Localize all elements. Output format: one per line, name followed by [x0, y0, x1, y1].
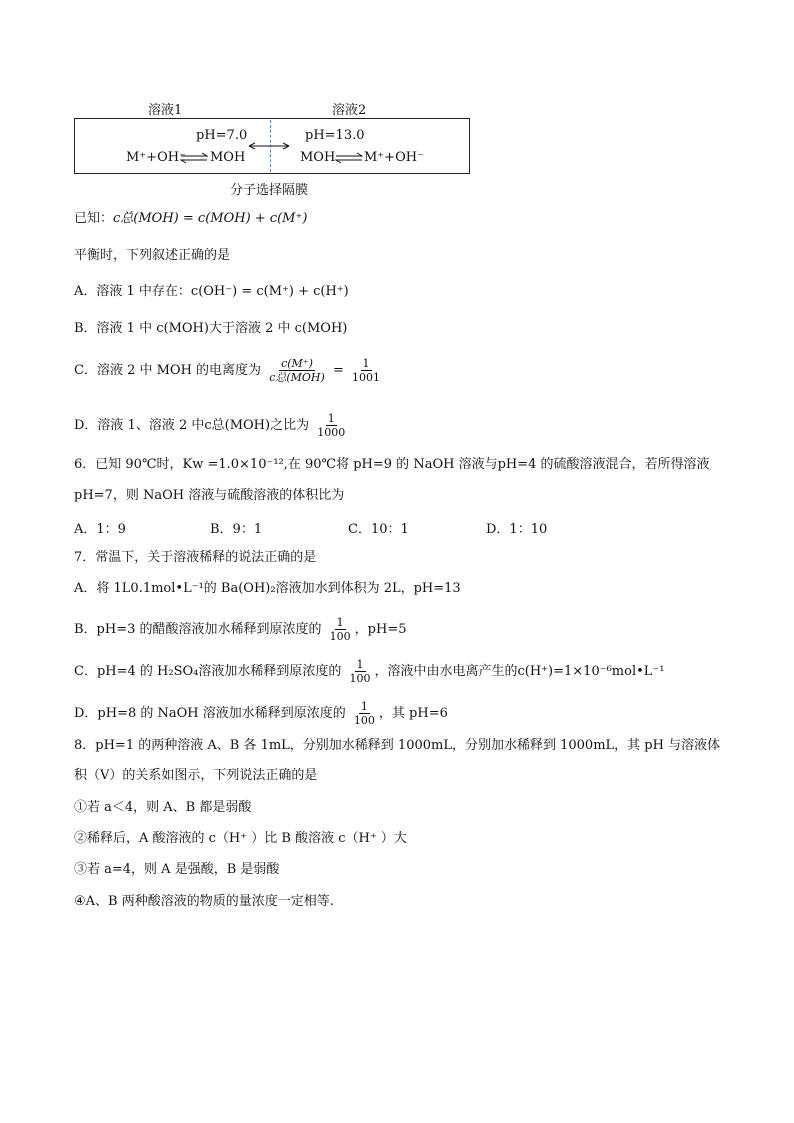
eq-right-products: M⁺+OH⁻: [364, 150, 424, 165]
q5-given: 已知：c总(MOH) = c(MOH) + c(M⁺): [74, 211, 308, 226]
q5-option-d: D．溶液 1、溶液 2 中c总(MOH)之比为 $\frac{1}{1000}$: [74, 412, 346, 439]
equilibrium-arrow-icon: [180, 152, 208, 164]
q8-statement-2: ②稀释后，A 酸溶液的 c（H⁺ ）比 B 酸溶液 c（H⁺ ）大: [74, 831, 407, 846]
q7-stem: 7．常温下，关于溶液稀释的说法正确的是: [74, 550, 317, 565]
q5-option-b: B．溶液 1 中 c(MOH)大于溶液 2 中 c(MOH): [74, 321, 348, 336]
eq-left-product: MOH: [210, 150, 246, 165]
membrane-label: 分子选择隔膜: [230, 183, 309, 198]
solution1-label: 溶液1: [148, 103, 183, 118]
q6-option-b: B．9：1: [210, 522, 263, 537]
q5-option-c: C．溶液 2 中 MOH 的电离度为 $\frac{c(M^+)}{\text{c总(MOH)}}$ = $\frac{1}{1001}$: [74, 357, 381, 384]
equilibrium-arrow-icon: [335, 152, 363, 164]
q8-statement-1: ①若 a＜4，则 A、B 都是弱酸: [74, 800, 252, 815]
fraction: $\frac{1}{1000}$: [317, 412, 346, 439]
q5-option-a: A．溶液 1 中存在：c(OH⁻) = c(M⁺) + c(H⁺): [74, 284, 349, 299]
q5-stem: 平衡时，下列叙述正确的是: [74, 248, 231, 263]
ph-left: pH=7.0: [196, 128, 248, 143]
fraction: $\frac{1}{100}$: [329, 616, 351, 643]
q7-option-b: B．pH=3 的醋酸溶液加水稀释到原浓度的 $\frac{1}{100}$ ，pH=5: [74, 616, 407, 643]
ph-right: pH=13.0: [305, 128, 365, 143]
solution2-label: 溶液2: [332, 103, 367, 118]
fraction: $\frac{c(M^+)}{\text{c总(MOH)}}$: [269, 357, 325, 384]
q8-stem-1: 8．pH=1 的两种溶液 A、B 各 1mL，分别加水稀释到 1000mL，分别加水稀释到 1000mL，其 pH 与溶液体: [74, 738, 721, 753]
fraction: $\frac{1}{1001}$: [352, 357, 381, 384]
q7-option-c: C．pH=4 的 H₂SO₄溶液加水稀释到原浓度的 $\frac{1}{100}$ ，溶液中由水电离产生的c(H⁺)=1×10⁻⁶mol•L⁻¹: [74, 658, 665, 685]
q7-option-d: D．pH=8 的 NaOH 溶液加水稀释到原浓度的 $\frac{1}{100}$ ，其 pH=6: [74, 700, 448, 727]
eq-left-reactants: M⁺+OH⁻: [126, 150, 186, 165]
q7-option-a: A．将 1L0.1mol•L⁻¹的 Ba(OH)₂溶液加水到体积为 2L，pH=13: [74, 581, 461, 596]
q6-stem-2: pH=7，则 NaOH 溶液与硫酸溶液的体积比为: [74, 488, 345, 503]
q6-option-a: A．1：9: [74, 522, 126, 537]
q6-option-c: C．10：1: [348, 522, 409, 537]
eq-right-reactant: MOH: [300, 150, 336, 165]
fraction: $\frac{1}{100}$: [353, 700, 375, 727]
q8-statement-3: ③若 a=4，则 A 是强酸，B 是弱酸: [74, 862, 280, 877]
q8-stem-2: 积（V）的关系如图示，下列说法正确的是: [74, 768, 318, 783]
q8-statement-4: ④A、B 两种酸溶液的物质的量浓度一定相等.: [74, 894, 334, 909]
q6-option-d: D．1：10: [486, 522, 548, 537]
q6-stem-1: 6．已知 90℃时，Kw =1.0×10⁻¹²,在 90℃将 pH=9 的 NaOH 溶液与pH=4 的硫酸溶液混合，若所得溶液: [74, 457, 710, 472]
fraction: $\frac{1}{100}$: [349, 658, 371, 685]
double-arrow-icon: [246, 140, 292, 152]
